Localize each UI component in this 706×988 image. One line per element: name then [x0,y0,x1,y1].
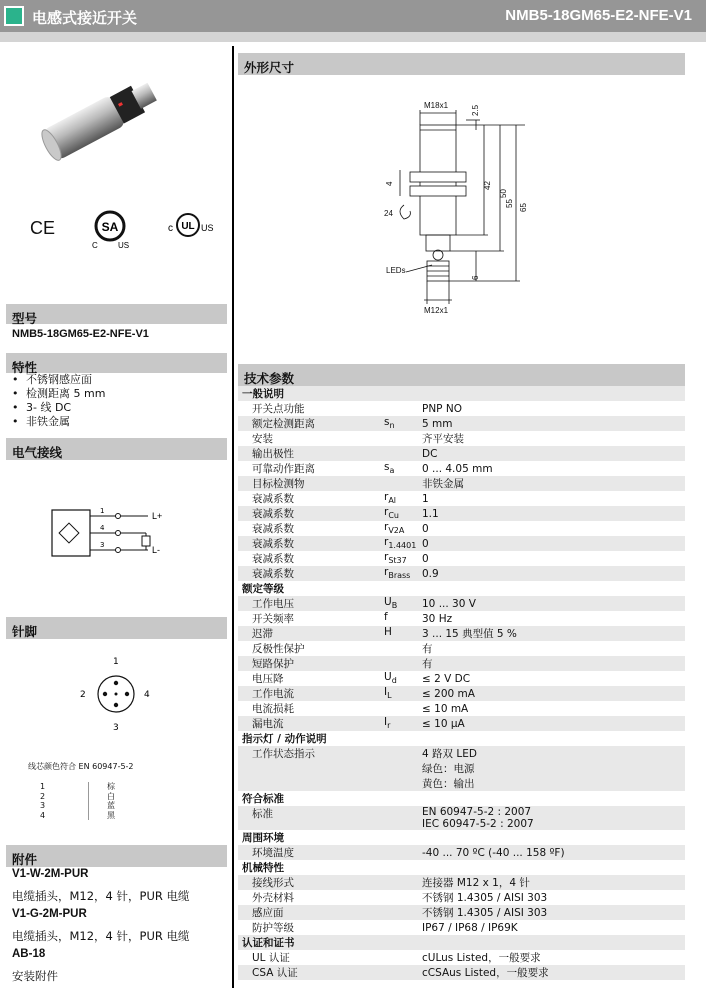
spec-label: 额定检测距离 [252,418,315,430]
spec-label: 工作电压 [252,598,294,610]
lminus-label: L- [152,545,161,555]
spec-label: 工作状态指示 [252,748,315,760]
spec-row [238,656,685,671]
spec-value-line: 3 ... 15 典型值 5 % [422,628,517,640]
color-name: 白 [88,792,115,802]
spec-symbol-main: U [384,596,392,609]
spec-value-line: 连接器 M12 x 1，4 针 [422,877,530,889]
model-section-header: 型号 [6,304,227,324]
spec-row [238,401,685,416]
spec-value-line: 有 [422,643,433,655]
ul-us-text: US [201,223,214,233]
spec-symbol [384,551,422,566]
color-name: 黑 [88,811,115,821]
tech-section-header: 技术参数 [238,364,685,386]
spec-value-line: PNP NO [422,402,462,415]
spec-value [422,416,685,431]
spec-value-line: 黄色：输出 [422,778,475,790]
spec-symbol-sub: B [391,601,398,611]
spec-symbol-main: r [384,521,389,534]
color-pin: 3 [40,801,46,810]
column-divider [232,46,234,988]
spec-row [238,611,685,626]
spec-symbol-sub: Brass [388,571,411,581]
wire-pin-1: 1 [100,507,105,515]
feature-item: • 非铁金属 [12,415,105,429]
ce-mark: CE [30,218,56,238]
color-pin: 4 [40,810,46,820]
spec-symbol [384,476,422,491]
accessory-desc: 电缆插头，M12，4 针，PUR 电缆 [12,929,190,943]
spec-section-label: 机械特性 [242,862,284,874]
spec-value [422,461,685,476]
spec-value-line: ≤ 200 mA [422,687,475,700]
spec-label: 衰减系数 [252,493,294,505]
spec-symbol-main: r [384,506,389,519]
spec-value-line: ≤ 10 mA [422,702,469,715]
spec-value [422,806,685,830]
spec-row [238,626,685,641]
dimension-drawing [380,90,560,320]
spec-value [422,671,685,686]
spec-label: 开关点功能 [252,403,305,415]
spec-label: 标准 [252,808,273,820]
spec-value-line: 30 Hz [422,612,453,625]
spec-row [238,701,685,716]
csa-us-text: US [118,241,130,250]
spec-symbol-main: s [384,416,390,429]
spec-label: 开关频率 [252,613,294,625]
spec-label: 衰减系数 [252,523,294,535]
spec-section-label: 一般说明 [242,388,284,400]
lplus-label: L+ [152,511,163,521]
spec-value [422,746,685,791]
wire-pin-3: 3 [100,541,105,549]
spec-value [422,491,685,506]
spec-value [422,431,685,446]
spec-value [422,566,685,581]
spec-symbol-sub: Al [388,496,397,506]
spec-value [422,686,685,701]
ul-ul-text: UL [181,221,195,232]
spec-row [238,566,685,581]
spec-value-line: 不锈钢 1.4305 / AISI 303 [422,892,548,904]
spec-row [238,686,685,701]
spec-section-row [238,935,685,950]
spec-symbol [384,890,422,905]
spec-value [422,905,685,920]
spec-symbol [384,566,422,581]
accessory-desc: 安装附件 [12,969,58,983]
spec-symbol [384,506,422,521]
spec-value [422,476,685,491]
csa-sa-text: SA [101,220,119,234]
page-title: 电感式接近开关 [32,9,138,27]
spec-section-label: 认证和证书 [242,937,295,949]
csa-mark-icon [90,208,130,250]
spec-value [422,506,685,521]
pin-label-2: 2 [80,690,86,700]
spec-symbol [384,701,422,716]
spec-value-line: 5 mm [422,417,453,430]
spec-section-row [238,830,685,845]
dim-55: 55 [505,199,514,208]
wire-color-note: 线芯颜色符合 EN 60947-5-2 [28,762,134,771]
spec-label: 外壳材料 [252,892,294,904]
spec-row [238,716,685,731]
spec-symbol-main: I [384,716,388,729]
spec-section-label: 指示灯 / 动作说明 [242,733,327,745]
spec-label: 电压降 [252,673,284,685]
accessories-section-header: 附件 [6,845,227,867]
feature-item: • 不锈钢感应面 [12,373,105,387]
spec-value-line: IEC 60947-5-2 : 2007 [422,818,534,830]
spec-symbol-main: r [384,491,389,504]
spec-symbol [384,596,422,611]
dim-leds: LEDs [386,266,406,275]
color-pin: 1 [40,782,46,791]
product-photo [30,62,170,172]
spec-label: 安装 [252,433,273,445]
dim-6: 6 [471,275,480,280]
spec-value-line: 齐平安装 [422,433,464,445]
accessory-name: V1-W-2M-PUR [12,868,89,880]
spec-section-row [238,581,685,596]
spec-value-line: 不锈钢 1.4305 / AISI 303 [422,907,548,919]
spec-symbol-main: f [384,611,388,624]
spec-label: 环境温度 [252,847,294,859]
spec-value-line: 0 [422,552,429,565]
spec-symbol [384,716,422,731]
feature-item: • 3- 线 DC [12,401,105,415]
spec-symbol [384,461,422,476]
spec-label: 衰减系数 [252,553,294,565]
color-name: 棕 [88,782,115,792]
spec-row [238,506,685,521]
spec-row [238,596,685,611]
spec-symbol [384,746,422,791]
dim-4: 4 [385,181,394,186]
spec-symbol-main: H [384,626,392,639]
spec-label: 感应面 [252,907,284,919]
spec-section-row [238,731,685,746]
spec-symbol-sub: d [391,676,397,686]
spec-row [238,806,685,830]
spec-symbol-main: I [384,686,388,699]
spec-symbol [384,686,422,701]
spec-value [422,611,685,626]
dim-65: 65 [519,203,528,212]
spec-value-line: -40 ... 70 ºC (-40 ... 158 ºF) [422,846,565,859]
spec-symbol-sub: n [389,421,395,431]
spec-symbol-sub: Cu [388,511,399,521]
spec-section-label: 符合标准 [242,793,284,805]
spec-row [238,746,685,791]
spec-symbol [384,626,422,641]
spec-value-line: ≤ 2 V DC [422,672,471,685]
ul-c-text: c [168,223,173,234]
spec-symbol-main: r [384,551,389,564]
spec-value [422,845,685,860]
spec-label: 迟滞 [252,628,273,640]
pin-label-4: 4 [144,690,150,700]
spec-value-line: EN 60947-5-2 : 2007 [422,806,532,818]
spec-row [238,905,685,920]
spec-value-line: cULus Listed，一般要求 [422,952,541,964]
spec-value [422,716,685,731]
accessory-name: V1-G-2M-PUR [12,908,87,920]
spec-symbol [384,656,422,671]
spec-value [422,551,685,566]
spec-value-line: 0 [422,522,429,535]
spec-symbol-sub: r [387,721,391,731]
spec-label: 可靠动作距离 [252,463,315,475]
spec-symbol [384,491,422,506]
spec-symbol [384,875,422,890]
spec-symbol [384,920,422,935]
spec-symbol-sub: V2A [388,526,405,536]
features-list [12,373,105,429]
spec-label: 目标检测物 [252,478,305,490]
pins-section-header: 针脚 [6,617,227,639]
spec-row [238,551,685,566]
accessory-name: AB-18 [12,948,46,960]
spec-row [238,416,685,431]
spec-label: 衰减系数 [252,538,294,550]
spec-value-line: 非铁金属 [422,478,464,490]
spec-value-line: 1 [422,492,429,505]
dim-50: 50 [499,189,508,198]
dim-42: 42 [483,181,492,190]
spec-section-row [238,791,685,806]
spec-symbol-main: s [384,461,390,474]
dim-2-5: 2.5 [471,104,480,116]
spec-symbol [384,521,422,536]
spec-symbol [384,401,422,416]
feature-item: • 检测距离 5 mm [12,387,105,401]
spec-row [238,965,685,980]
spec-value [422,965,685,980]
spec-value-line: 10 ... 30 V [422,597,476,610]
spec-label: UL 认证 [252,952,290,964]
wiring-section-header: 电气接线 [6,438,227,460]
spec-row [238,461,685,476]
spec-value [422,521,685,536]
spec-symbol [384,845,422,860]
pin-label-3: 3 [113,723,119,732]
spec-value [422,446,685,461]
pin-diagram [78,652,158,732]
dim-24: 24 [384,209,393,218]
spec-value-line: 0 ... 4.05 mm [422,462,493,475]
spec-symbol [384,446,422,461]
spec-symbol [384,416,422,431]
dim-m18: M18x1 [424,101,449,110]
spec-value-line: 0.9 [422,567,439,580]
title-bar [0,0,706,32]
spec-symbol-main: U [384,671,392,684]
pin-label-1: 1 [113,657,119,667]
model-heading: NMB5-18GM65-E2-NFE-V1 [505,7,692,24]
spec-value [422,626,685,641]
spec-table [238,386,685,980]
spec-value [422,596,685,611]
spec-label: 漏电流 [252,718,284,730]
spec-label: 输出极性 [252,448,294,460]
color-name: 蓝 [88,801,115,811]
spec-symbol [384,431,422,446]
spec-section-row [238,386,685,401]
spec-symbol [384,641,422,656]
csa-c-text: C [92,241,98,250]
spec-label: 防护等级 [252,922,294,934]
spec-symbol-main: r [384,536,389,549]
spec-row [238,920,685,935]
spec-value-line: 1.1 [422,507,439,520]
wire-color-table [40,782,115,820]
spec-symbol-main: r [384,566,389,579]
ul-mark-icon [168,210,218,240]
spec-value-line: ≤ 10 μA [422,717,465,730]
spec-value-line: 有 [422,658,433,670]
spec-section-label: 周围环境 [242,832,284,844]
logo-square-icon [4,6,24,26]
spec-value [422,641,685,656]
spec-symbol [384,806,422,830]
spec-row [238,890,685,905]
spec-section-label: 额定等级 [242,583,284,595]
spec-row [238,536,685,551]
spec-section-row [238,860,685,875]
spec-row [238,950,685,965]
spec-value-line: cCSAus Listed，一般要求 [422,967,549,979]
spec-symbol [384,611,422,626]
spec-value [422,536,685,551]
spec-row [238,671,685,686]
wiring-diagram [48,500,188,570]
spec-symbol-sub: 1.4401 [388,541,417,551]
spec-row [238,446,685,461]
spec-row [238,845,685,860]
spec-symbol [384,905,422,920]
spec-value-line: IP67 / IP68 / IP69K [422,921,518,934]
spec-label: 反极性保护 [252,643,305,655]
spec-symbol [384,536,422,551]
spec-value-line: 0 [422,537,429,550]
spec-row [238,431,685,446]
spec-value [422,875,685,890]
spec-row [238,521,685,536]
dimensions-section-header: 外形尺寸 [238,53,685,75]
spec-symbol [384,671,422,686]
spec-row [238,875,685,890]
spec-value [422,890,685,905]
color-pin: 2 [40,791,46,801]
spec-symbol-sub: St37 [388,556,407,566]
header-divider [0,32,706,42]
spec-symbol [384,965,422,980]
spec-row [238,491,685,506]
spec-row [238,476,685,491]
spec-label: 工作电流 [252,688,294,700]
dim-m12: M12x1 [424,306,449,315]
spec-value [422,401,685,416]
spec-label: 衰减系数 [252,508,294,520]
accessory-desc: 电缆插头，M12，4 针，PUR 电缆 [12,889,190,903]
spec-value-line: 绿色：电源 [422,763,475,775]
features-section-header: 特性 [6,353,227,373]
spec-value [422,920,685,935]
spec-label: 衰减系数 [252,568,294,580]
spec-value-line: DC [422,447,438,460]
spec-symbol [384,950,422,965]
spec-symbol-sub: L [387,691,392,701]
spec-label: 接线形式 [252,877,294,889]
spec-value [422,656,685,671]
spec-label: CSA 认证 [252,967,298,979]
spec-label: 短路保护 [252,658,294,670]
spec-value [422,950,685,965]
model-value: NMB5-18GM65-E2-NFE-V1 [12,328,149,340]
spec-value-line: 4 路双 LED [422,748,477,760]
spec-symbol-sub: a [389,466,395,476]
spec-value [422,701,685,716]
spec-row [238,641,685,656]
wire-pin-4: 4 [100,524,105,532]
spec-label: 电流损耗 [252,703,294,715]
